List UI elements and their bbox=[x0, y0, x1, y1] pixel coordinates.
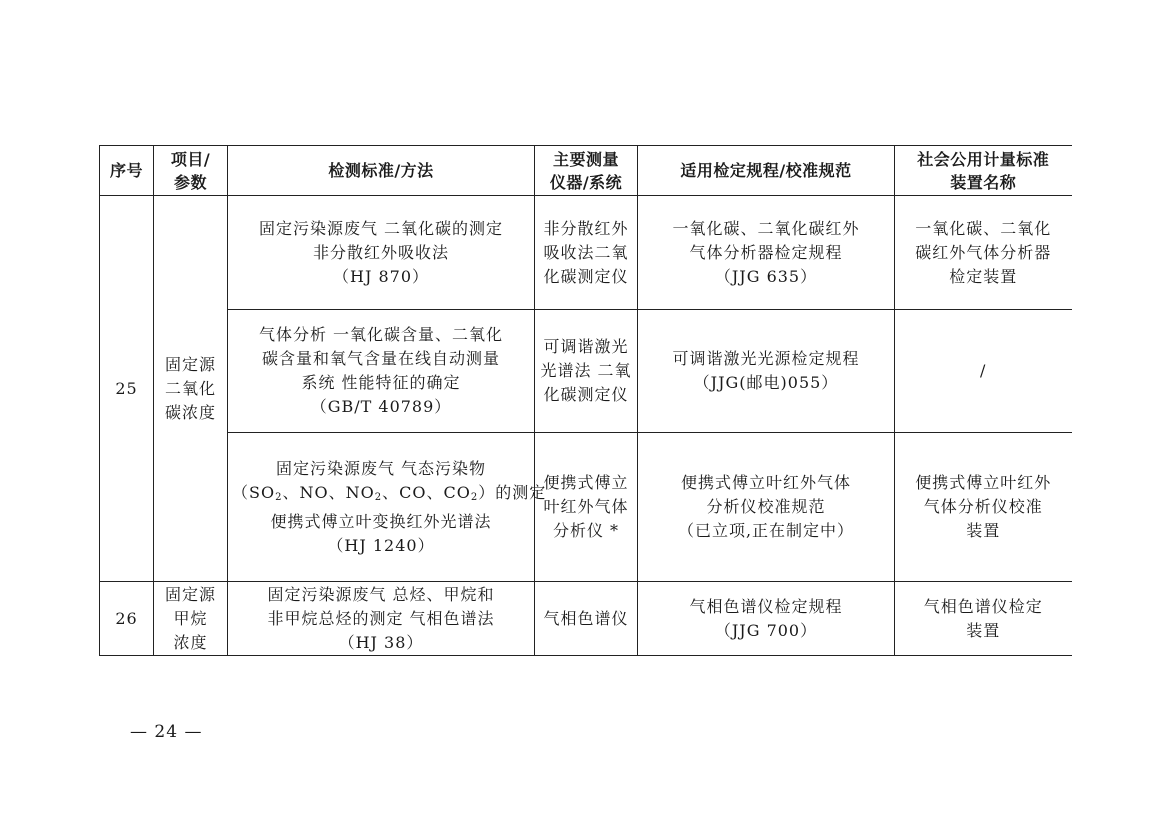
method-cell bbox=[228, 196, 535, 310]
instrument-cell bbox=[535, 582, 638, 656]
regulation-cell bbox=[638, 310, 895, 433]
instrument-cell bbox=[535, 196, 638, 310]
device-line: 装置 bbox=[966, 620, 1001, 640]
formula-subscript: 2 bbox=[374, 491, 383, 503]
row-item bbox=[154, 582, 228, 656]
method-line: （HJ 1240） bbox=[327, 535, 435, 555]
regulation-line: 气体分析器检定规程 bbox=[689, 242, 843, 262]
instrument-line: 可调谐激光 bbox=[543, 337, 629, 356]
device-line: 气相色谱仪检定 bbox=[923, 596, 1043, 616]
device-line: / bbox=[980, 361, 987, 380]
method-cell bbox=[228, 433, 547, 582]
method-line: （HJ 38） bbox=[338, 632, 424, 652]
regulation-line: 便携式傅立叶红外气体 bbox=[680, 473, 851, 492]
method-line: 固定污染源废气 气态污染物 bbox=[275, 458, 487, 478]
method-line: 碳含量和氧气含量在线自动测量 bbox=[261, 349, 500, 368]
formula-part: （SO bbox=[232, 482, 276, 502]
regulation-line: 分析仪校准规范 bbox=[706, 497, 826, 516]
formula-part: 、NO、NO bbox=[282, 482, 375, 502]
regulation-cell bbox=[638, 196, 895, 310]
regulation-cell bbox=[638, 433, 895, 582]
instrument-line: 便携式傅立 bbox=[543, 473, 629, 492]
regulation-line: 可调谐激光光源检定规程 bbox=[672, 349, 860, 368]
row-item-line: 固定源 bbox=[164, 354, 216, 374]
header-instrument bbox=[535, 146, 638, 196]
instrument-line: 化碳测定仪 bbox=[543, 385, 629, 404]
row-number: 25 bbox=[100, 196, 154, 582]
instrument-line: 吸收法二氧 bbox=[543, 242, 629, 262]
method-line-formula bbox=[232, 481, 547, 510]
header-device bbox=[895, 146, 1072, 196]
device-line: 一氧化碳、二氧化 bbox=[915, 218, 1052, 238]
method-cell bbox=[228, 582, 535, 656]
formula-part: ）的测定 bbox=[478, 482, 547, 502]
regulation-line: 气相色谱仪检定规程 bbox=[689, 596, 843, 616]
instrument-line: 气相色谱仪 bbox=[543, 608, 629, 628]
formula-subscript: 2 bbox=[470, 491, 479, 503]
header-instrument-line1: 主要测量 bbox=[552, 149, 619, 169]
device-cell bbox=[895, 310, 1072, 433]
page-number: — 24 — bbox=[130, 722, 203, 742]
method-line: （HJ 870） bbox=[333, 266, 429, 286]
regulation-line: （JJG 635） bbox=[714, 266, 818, 286]
device-line: 气体分析仪校准 bbox=[923, 497, 1043, 516]
method-cell bbox=[228, 310, 535, 433]
device-line: 检定装置 bbox=[949, 266, 1018, 286]
device-cell bbox=[895, 433, 1072, 582]
row-item-line: 甲烷 bbox=[173, 608, 208, 628]
row-item-line: 二氧化 bbox=[164, 378, 216, 398]
instrument-line: 光谱法 二氧 bbox=[540, 361, 632, 380]
method-line: 便携式傅立叶变换红外光谱法 bbox=[270, 511, 492, 531]
row-item-line: 固定源 bbox=[164, 584, 216, 604]
header-device-line1: 社会公用计量标准 bbox=[917, 149, 1050, 169]
header-item-line2: 参数 bbox=[173, 172, 207, 192]
table-header-row bbox=[100, 146, 1072, 196]
device-cell bbox=[895, 582, 1072, 656]
header-device-line2: 装置名称 bbox=[950, 172, 1017, 192]
table-row bbox=[100, 582, 1072, 656]
method-line: 系统 性能特征的确定 bbox=[301, 373, 461, 392]
instrument-line: 化碳测定仪 bbox=[543, 266, 629, 286]
header-item-line1: 项目/ bbox=[170, 149, 211, 169]
instrument-line: 叶红外气体 bbox=[543, 497, 629, 516]
row-item-line: 浓度 bbox=[173, 632, 208, 652]
header-regulation: 适用检定规程/校准规范 bbox=[638, 146, 895, 196]
row-item bbox=[154, 196, 228, 582]
device-cell bbox=[895, 196, 1072, 310]
header-instrument-line2: 仪器/系统 bbox=[549, 172, 623, 192]
regulation-line: （JJG 700） bbox=[714, 620, 818, 640]
formula-subscript: 2 bbox=[275, 491, 283, 503]
header-method: 检测标准/方法 bbox=[228, 146, 535, 196]
device-line: 装置 bbox=[966, 521, 1001, 540]
regulation-cell bbox=[638, 582, 895, 656]
row-number: 26 bbox=[100, 582, 154, 656]
instrument-line: 分析仪 * bbox=[552, 521, 620, 540]
table-row bbox=[100, 433, 1072, 582]
regulation-line: （已立项,正在制定中） bbox=[677, 521, 855, 540]
method-line: 固定污染源废气 二氧化碳的测定 bbox=[258, 218, 504, 238]
method-line: 固定污染源废气 总烃、甲烷和 bbox=[267, 584, 495, 604]
header-no: 序号 bbox=[100, 146, 154, 196]
regulation-line: 一氧化碳、二氧化碳红外 bbox=[672, 218, 860, 238]
device-line: 便携式傅立叶红外 bbox=[915, 473, 1052, 492]
device-line: 碳红外气体分析器 bbox=[915, 242, 1052, 262]
instrument-cell bbox=[535, 433, 638, 582]
instrument-cell bbox=[535, 310, 638, 433]
formula-part: 、CO、CO bbox=[382, 482, 471, 502]
table-row bbox=[100, 310, 1072, 433]
method-line: （GB/T 40789） bbox=[310, 397, 452, 416]
method-line: 气体分析 一氧化碳含量、二氧化 bbox=[258, 325, 504, 344]
table-row bbox=[100, 196, 1072, 310]
standards-table bbox=[99, 145, 1072, 656]
row-item-line: 碳浓度 bbox=[164, 402, 216, 422]
regulation-line: （JJG(邮电)055） bbox=[693, 373, 839, 392]
method-line: 非甲烷总烃的测定 气相色谱法 bbox=[267, 608, 495, 628]
header-item bbox=[154, 146, 228, 196]
method-line: 非分散红外吸收法 bbox=[312, 242, 449, 262]
instrument-line: 非分散红外 bbox=[543, 218, 629, 238]
